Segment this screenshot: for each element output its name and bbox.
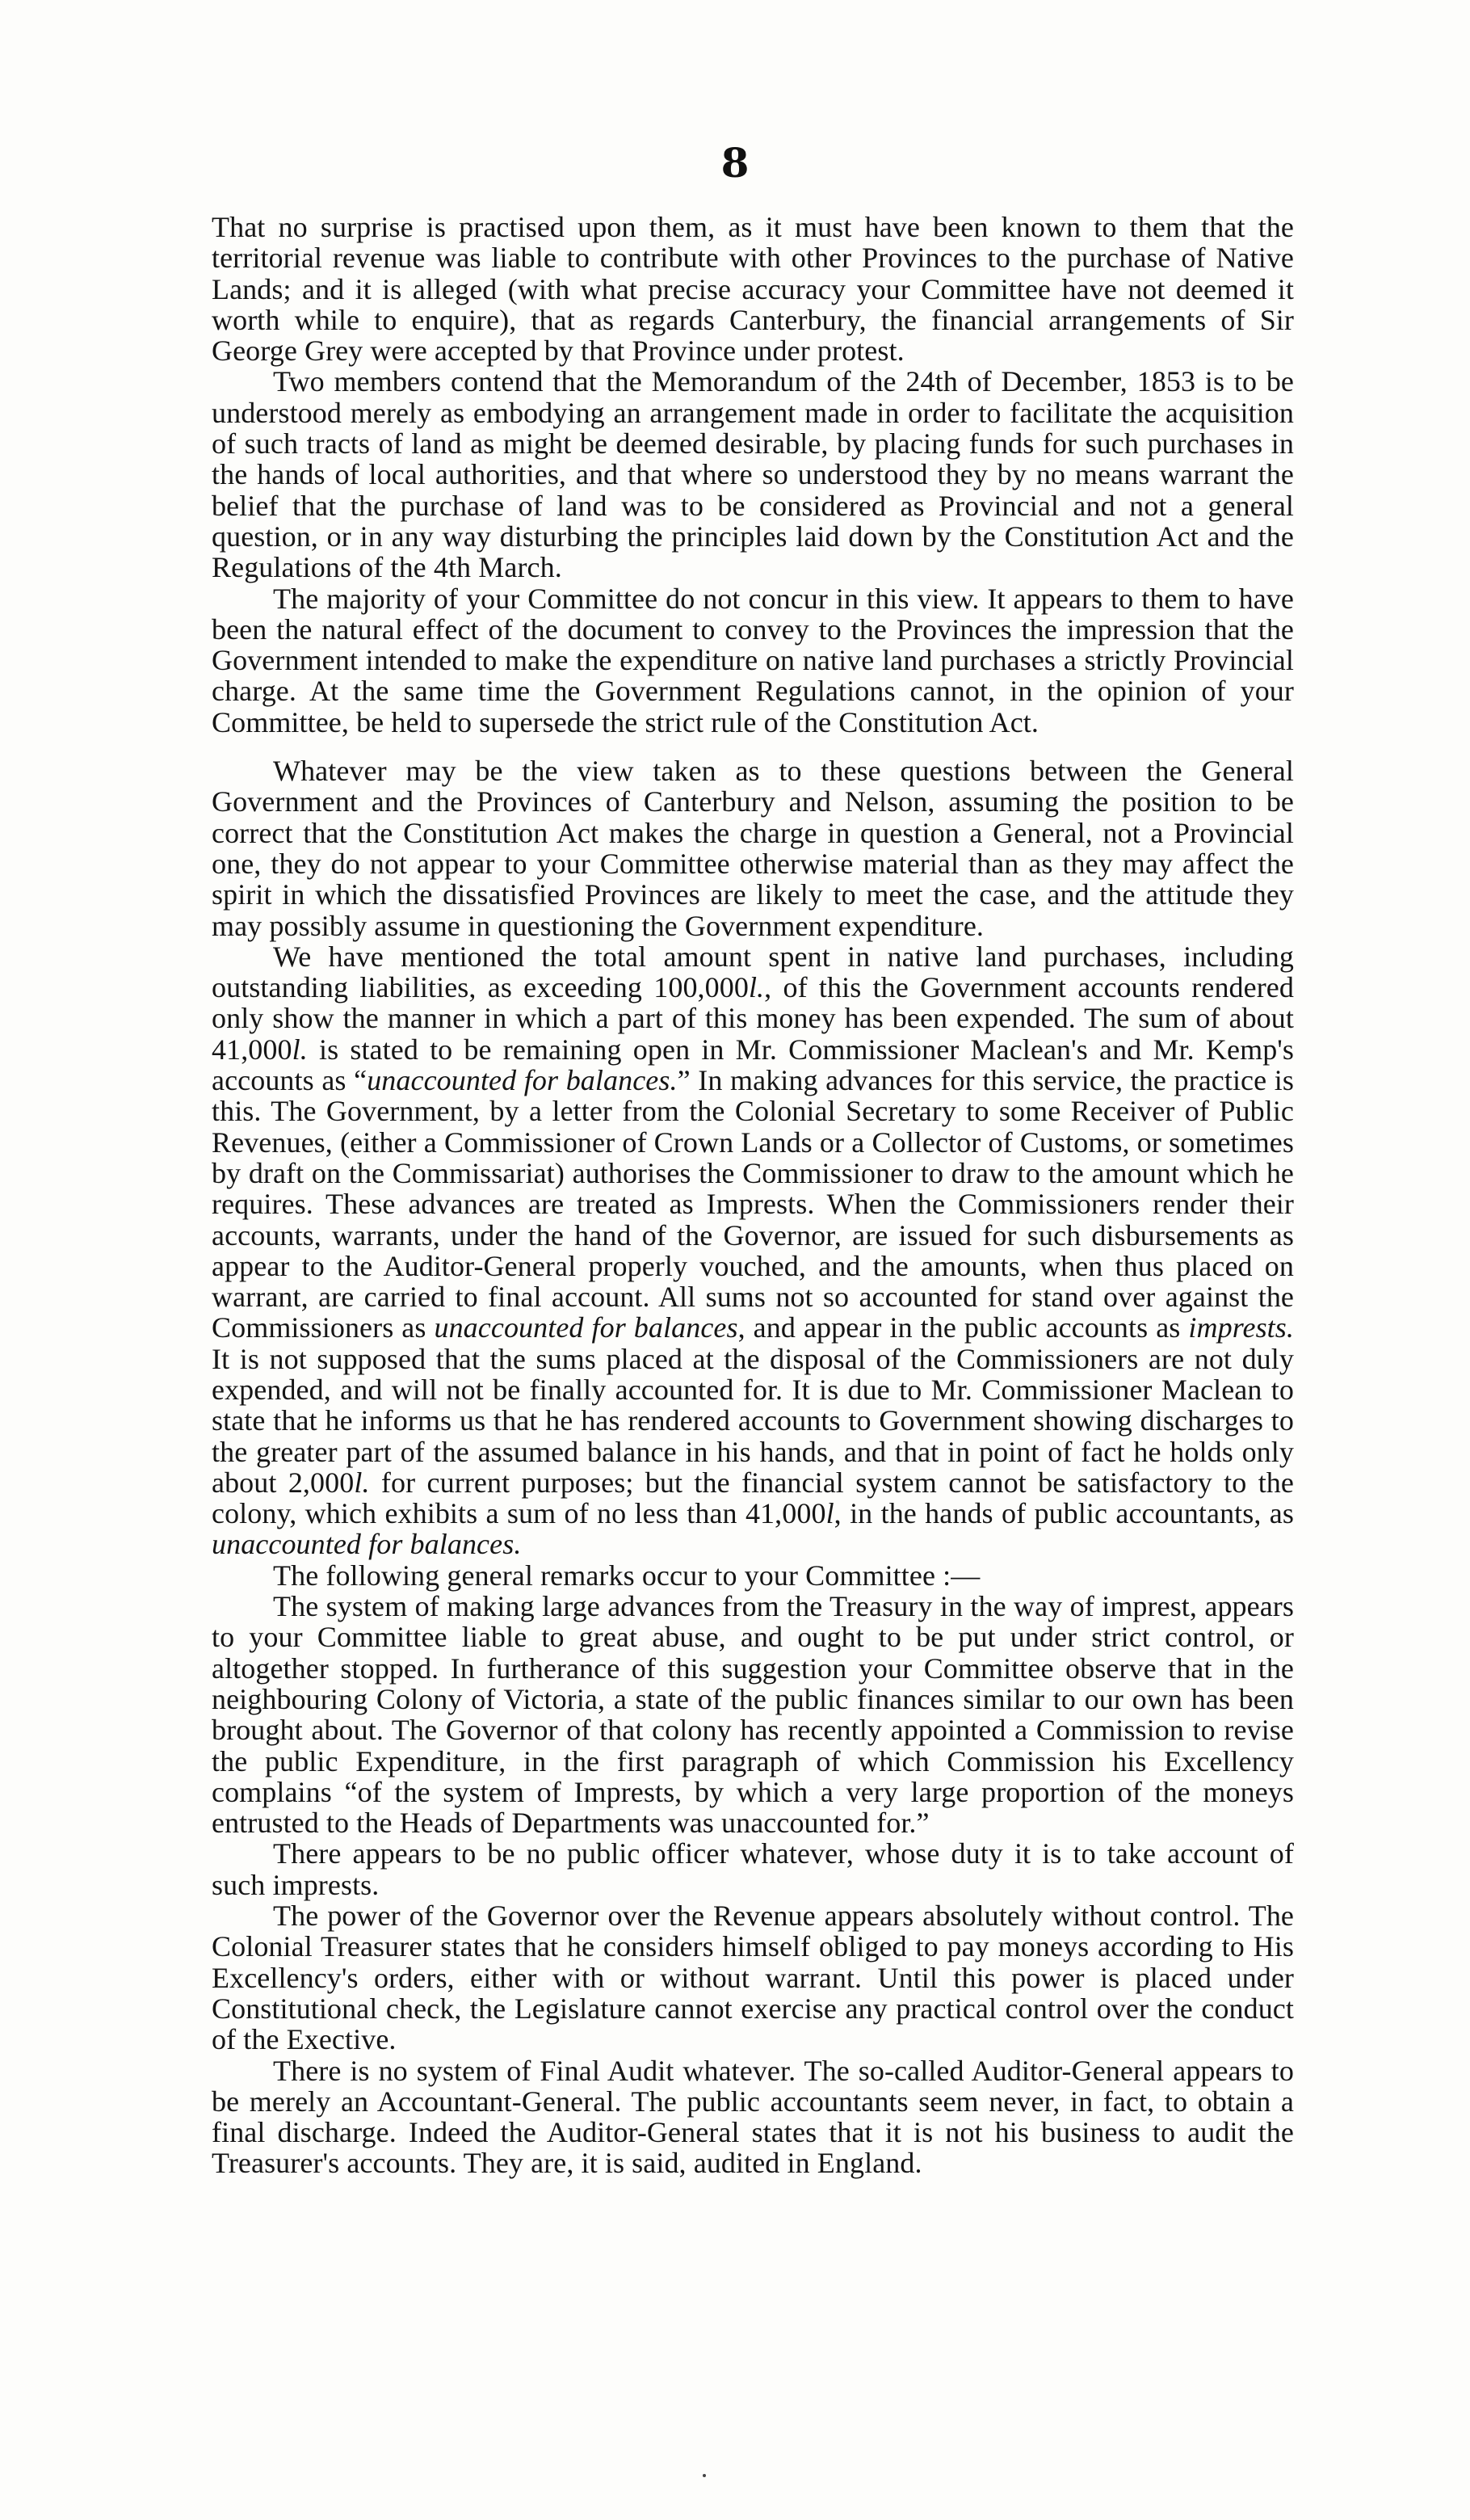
- text-run: The following general remarks occur to your Committee :—: [273, 1559, 981, 1592]
- body-text: [212, 212, 1294, 2179]
- text-run: That no surprise is practised upon them, as it must have been known to them that the territorial revenue was liable to contribute with other Provinces to the purchase of Native Lands; and it is alleged (with what precise accuracy your Committee have not deemed it worth while to enquire), that as regards Canterbury, the financial arrangements of Sir George Grey were accepted by that Province under protest.: [212, 211, 1294, 368]
- text-run: , and appear in the public accounts as: [737, 1311, 1189, 1344]
- paragraph-2: [212, 366, 1294, 583]
- text-run: for current purposes; but the financial system cannot be satisfactory to the colony, which exhibits a sum of no less than 41,000: [212, 1466, 1294, 1530]
- text-run: There is no system of Final Audit whatever. The so-called Auditor-General appears to be merely an Accountant-General. The public accountants seem never, in fact, to obtain a final discharge. Indeed the Auditor-General states that it is not his business to audit the Treasurer's accounts. They are, it is said, audited in England.: [212, 2054, 1294, 2180]
- italic-text: l.: [292, 1033, 308, 1066]
- paragraph-5: [212, 941, 1294, 1560]
- italic-text: unaccounted for balances.: [212, 1528, 522, 1561]
- text-run: , in the hands of public accountants, as: [834, 1497, 1294, 1530]
- paragraph-6: [212, 1560, 1294, 1591]
- paragraph-1: [212, 212, 1294, 366]
- print-speck: [703, 2474, 706, 2477]
- text-run: Two members contend that the Memorandum of the 24th of December, 1853 is to be understood merely as embodying an arrangement made in order to facilitate the acquisition of such tracts of land as might be deemed desirable, by placing funds for such purchases in the hands of local authorities, and that where so understood they by no means warrant the belief that the purchase of land was to be considered as Provincial and not a general question, or in any way disturbing the principles laid down by the Constitution Act and the Regulations of the 4th March.: [212, 365, 1294, 584]
- text-run: It is not supposed that the sums placed at the disposal of the Commissioners are not duly expended, and will not be finally accounted for. It is due to Mr. Commissioner Maclean to state that he informs us that he has rendered accounts to Government showing discharges to the greater part of the assumed balance in his hands, and that in point of fact he holds only about 2,000: [212, 1342, 1294, 1499]
- paragraph-7: [212, 1591, 1294, 1838]
- paragraph-4: [212, 755, 1294, 941]
- italic-text: imprests.: [1188, 1311, 1294, 1344]
- text-run: The system of making large advances from the Treasury in the way of imprest, appears to your Committee liable to great abuse, and ought to be put under strict control, or altogether stopped. In furtherance of this suggestion your Committee observe that in the neighbouring Colony of Victoria, a state of the public finances similar to our own has been brought about. The Governor of that colony has recently appointed a Commission to revise the public Expenditure, in the first paragraph of which Commission his Excellency complains “of the system of Imprests, by which a very large proportion of the moneys entrusted to the Heads of Departments was unaccounted for.”: [212, 1590, 1294, 1840]
- italic-text: l.: [748, 971, 765, 1004]
- text-run: There appears to be no public officer whatever, whose duty it is to take account of such imprests.: [212, 1837, 1294, 1901]
- text-run: is stated to be remaining open in Mr. Commissioner Maclean's and Mr. Kemp's accounts as “: [212, 1033, 1294, 1097]
- text-run: The power of the Governor over the Revenue appears absolutely without control. The Colonial Treasurer states that he considers himself obliged to pay moneys according to His Excellency's orders, either with or without warrant. Until this power is placed under Constitutional check, the Legislature cannot exercise any practical control over the conduct of the Exective.: [212, 1899, 1294, 2056]
- italic-text: l: [825, 1497, 834, 1530]
- paragraph-8: [212, 1838, 1294, 1900]
- text-run: We have mentioned the total amount spent in native land purchases, including outstanding liabilities, as exceeding 100,000: [212, 940, 1294, 1004]
- page-number: 8: [720, 139, 750, 187]
- text-run: The majority of your Committee do not concur in this view. It appears to them to have been the natural effect of the document to convey to the Provinces the impression that the Government intended to make the expenditure on native land purchases a strictly Provincial charge. At the same time the Government Regulations cannot, in the opinion of your Committee, be held to supersede the strict rule of the Constitution Act.: [212, 582, 1294, 738]
- paragraph-3: [212, 583, 1294, 738]
- italic-text: unaccounted for balances: [434, 1311, 738, 1344]
- text-run: ” In making advances for this service, the practice is this. The Government, by a letter from the Colonial Secretary to some Receiver of Public Revenues, (either a Commissioner of Crown Lands or a Collector of Customs, or sometimes by draft on the Commissariat) authorises the Commissioner to draw to the amount which he requires. These advances are treated as Imprests. When the Commissioners render their accounts, warrants, under the hand of the Governor, are issued for such disbursements as appear to the Auditor-General properly vouched, and the amounts, when thus placed on warrant, are carried to final account. All sums not so accounted for stand over against the Commissioners as: [212, 1064, 1295, 1344]
- paragraph-10: [212, 2055, 1294, 2179]
- italic-text: l.: [354, 1466, 370, 1499]
- text-run: Whatever may be the view taken as to these questions between the General Government and the Provinces of Canterbury and Nelson, assuming the position to be correct that the Constitution Act makes the charge in question a General, not a Provincial one, they do not appear to your Committee otherwise material than as they may affect the spirit in which the dissatisfied Provinces are likely to meet the case, and the attitude they may possibly assume in questioning the Government expenditure.: [212, 755, 1294, 942]
- paragraph-9: [212, 1900, 1294, 2055]
- italic-text: unaccounted for balances.: [367, 1064, 678, 1097]
- text-run: , of this the Government accounts rendered only show the manner in which a part of this money has been expended. The sum of about 41,000: [212, 971, 1294, 1066]
